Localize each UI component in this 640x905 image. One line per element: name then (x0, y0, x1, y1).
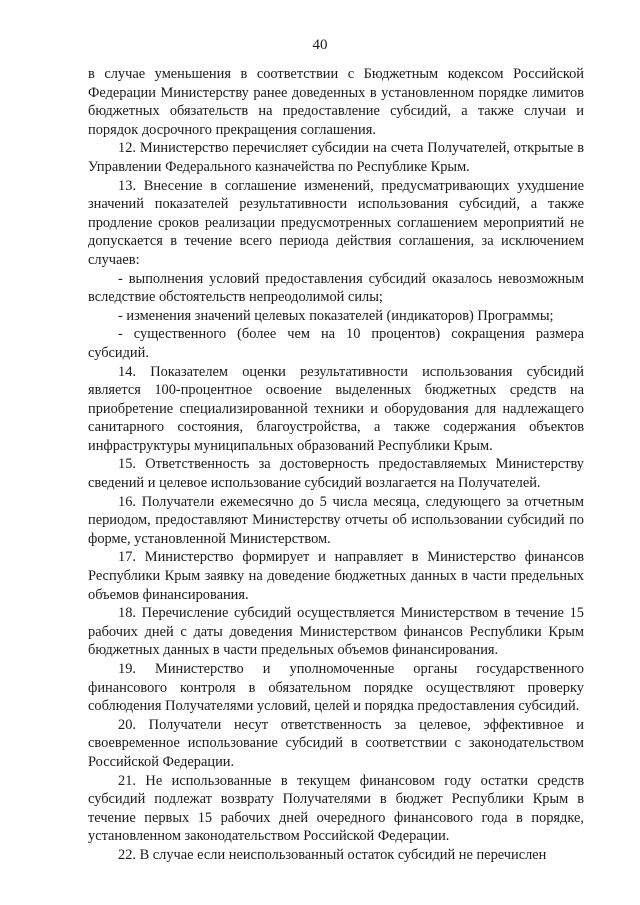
paragraph-13-item-force-majeure: - выполнения условий предоставления субсидий оказалось невозможным вследствие обстоятельств непреодолимой силы; (88, 270, 584, 306)
paragraph-13-item-indicators: - изменения значений целевых показателей (индикаторов) Программы; (118, 307, 554, 324)
paragraph-17: 17. Министерство формирует и направляет в Министерство финансов Республики Крым заявку на доведение бюджетных данных в части предельных объемов финансирования. (88, 549, 584, 603)
paragraph-15: 15. Ответственность за достоверность предоставляемых Министерству сведений и целевое использование субсидий возлагается на Получателей. (88, 456, 584, 492)
paragraph-20: 20. Получатели несут ответственность за целевое, эффективное и своевременное использование субсидий в соответствии с законодательством Российской Федерации. (88, 716, 584, 770)
document-body (88, 65, 584, 865)
paragraph-13: 13. Внесение в соглашение изменений, предусматривающих ухудшение значений показателей результативности использования субсидий, а также продление сроков реализации предусмотренных соглашением мероприятий не допускается в течение всего периода действия соглашения, за исключением случаев: (88, 177, 584, 268)
paragraph-12: 12. Министерство перечисляет субсидии на счета Получателей, открытые в Управлении Федерального казначейства по Республике Крым. (88, 140, 584, 175)
paragraph-18: 18. Перечисление субсидий осуществляется Министерством в течение 15 рабочих дней с даты доведения Министерством финансов Республики Крым бюджетных данных в части предельных объемов финансирования. (88, 605, 584, 659)
paragraph-22: 22. В случае если неиспользованный остаток субсидий не перечислен (118, 846, 547, 863)
paragraph-21: 21. Не использованные в текущем финансовом году остатки средств субсидий подлежат возврату Получателями в бюджет Республики Крым в течение первых 15 рабочих дней очередного финансового года в порядке, установленном законодательством Российской Федерации. (88, 772, 584, 845)
paragraph-14: 14. Показателем оценки результативности использования субсидий является 100-процентное освоение выделенных бюджетных средств на приобретение специализированной техники и оборудования для надлежащего санитарного состояния, благоустройства, а также содержания объектов инфраструктуры муниципальных образований Республики Крым. (88, 363, 584, 454)
paragraph-continuation: в случае уменьшения в соответствии с Бюджетным кодексом Российской Федерации Министерству ранее доведенных в установленном порядке лимитов бюджетных обязательств на предоставление субсидий, а также случаи и порядок досрочного прекращения соглашения. (88, 66, 584, 138)
paragraph-16: 16. Получатели ежемесячно до 5 числа месяца, следующего за отчетным периодом, предоставляют Министерству отчеты об использовании субсидий по форме, установленной Министерством. (88, 493, 584, 547)
page-number: 40 (312, 37, 328, 53)
paragraph-13-item-reduction: - существенного (более чем на 10 процентов) сокращения размера субсидий. (88, 326, 584, 361)
paragraph-19: 19. Министерство и уполномоченные органы государственного финансового контроля в обязательном порядке осуществляют проверку соблюдения Получателями условий, целей и порядка предоставления субсидий. (88, 661, 584, 715)
